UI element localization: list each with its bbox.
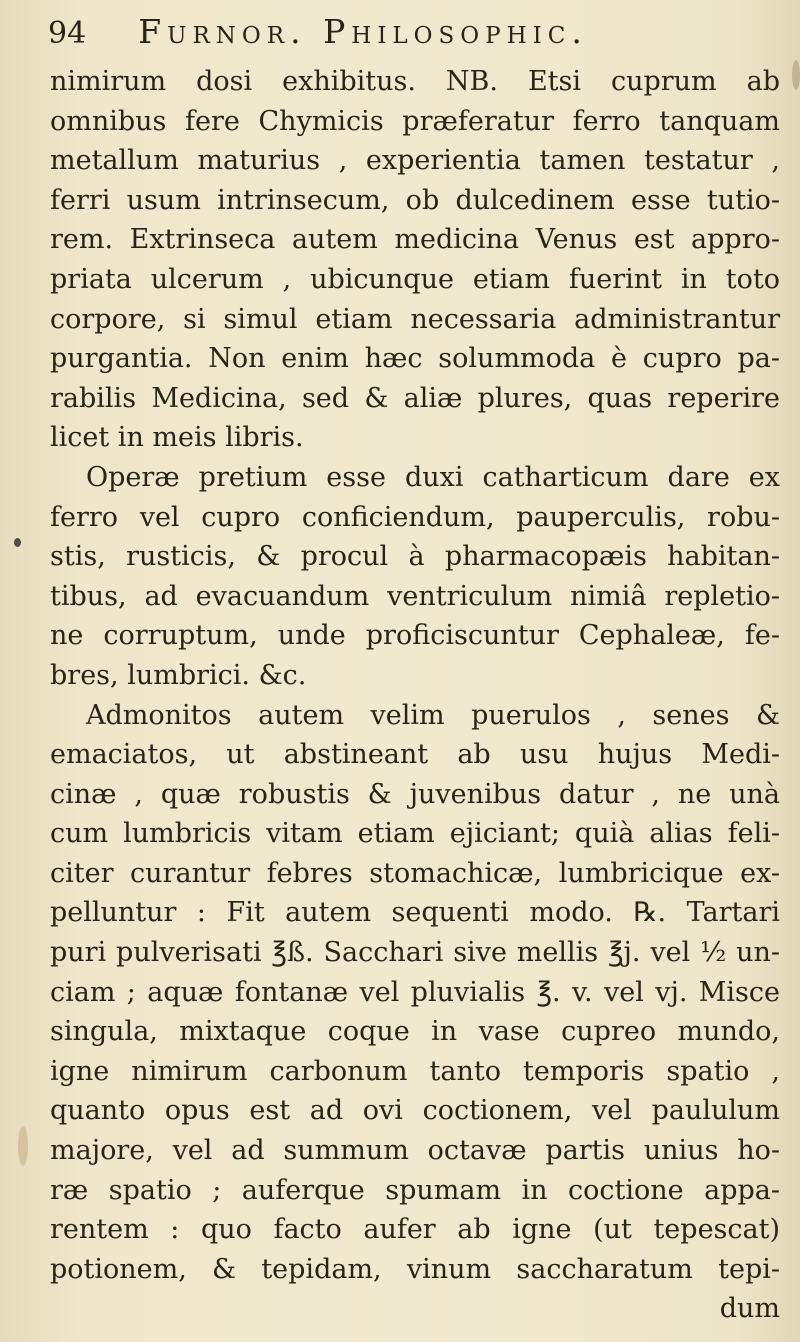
text-line: priata ulcerum , ubicunque etiam fuerint in toto (50, 263, 780, 295)
running-head: Furnor. Philosophic. (138, 12, 588, 51)
text-line: stis, rusticis, & procul à pharmacopæis habitan- (50, 541, 780, 573)
text-line: puri pulverisati ℥ß. Sacchari sive mellis ℥j. vel ½ un- (50, 937, 780, 969)
paper-stain (18, 1126, 28, 1166)
text-line: Admonitos autem velim puerulos , senes & (86, 699, 780, 731)
text-line: omnibus fere Chymicis præferatur ferro tanquam (50, 105, 780, 137)
text-line: bres, lumbrici. &c. (50, 659, 307, 691)
text-line: potionem, & tepidam, vinum saccharatum tepi- (50, 1253, 780, 1285)
text-line: nimirum dosi exhibitus. NB. Etsi cuprum ab (50, 66, 780, 97)
body-text (50, 62, 780, 1329)
text-line: cinæ , quæ robustis & juvenibus datur , ne unà (50, 778, 780, 810)
catchword: dum (719, 1293, 780, 1325)
text-line: ræ spatio ; auferque spumam in coctione appa- (50, 1174, 780, 1206)
text-line: ferro vel cupro conficiendum, pauperculis, robu- (50, 501, 780, 533)
paper-stain (792, 60, 800, 90)
text-line: licet in meis libris. (50, 422, 304, 454)
text-line: majore, vel ad summum octavæ partis unius ho- (50, 1135, 780, 1167)
text-line: singula, mixtaque coque in vase cupreo mundo, (50, 1016, 780, 1048)
text-line: rem. Extrinseca autem medicina Venus est appro- (50, 224, 780, 256)
text-line: rentem : quo facto aufer ab igne (ut tepescat) (50, 1214, 780, 1246)
text-line: ne corruptum, unde proficiscuntur Cephaleæ, fe- (50, 620, 780, 652)
text-line: igne nimirum carbonum tanto temporis spatio , (50, 1055, 780, 1087)
text-line: Operæ pretium esse duxi catharticum dare ex (86, 461, 780, 493)
text-line: cum lumbricis vitam etiam ejiciant; quià alias feli- (50, 818, 780, 850)
text-line: tibus, ad evacuandum ventriculum nimiâ repletio- (50, 580, 780, 612)
text-line: corpore, si simul etiam necessaria administrantur (50, 303, 780, 335)
text-line: quanto opus est ad ovi coctionem, vel paululum (50, 1095, 780, 1127)
text-line: citer curantur febres stomachicæ, lumbricique ex- (50, 857, 780, 889)
text-line: rabilis Medicina, sed & aliæ plures, quas reperire (50, 382, 780, 414)
text-line: purgantia. Non enim hæc solummoda è cupro pa- (50, 343, 780, 375)
text-line: emaciatos, ut abstineant ab usu hujus Medi- (50, 739, 780, 771)
text-line: metallum maturius , experientia tamen testatur , (50, 145, 780, 177)
text-line: ciam ; aquæ fontanæ vel pluvialis ℥. v. vel vj. Misce (50, 976, 780, 1008)
page-header (48, 12, 770, 60)
page-number: 94 (48, 16, 87, 51)
text-line: ferri usum intrinsecum, ob dulcedinem esse tutio- (50, 184, 780, 216)
ink-spot (14, 538, 21, 547)
text-line: pelluntur : Fit autem sequenti modo. ℞. Tartari (50, 897, 780, 929)
